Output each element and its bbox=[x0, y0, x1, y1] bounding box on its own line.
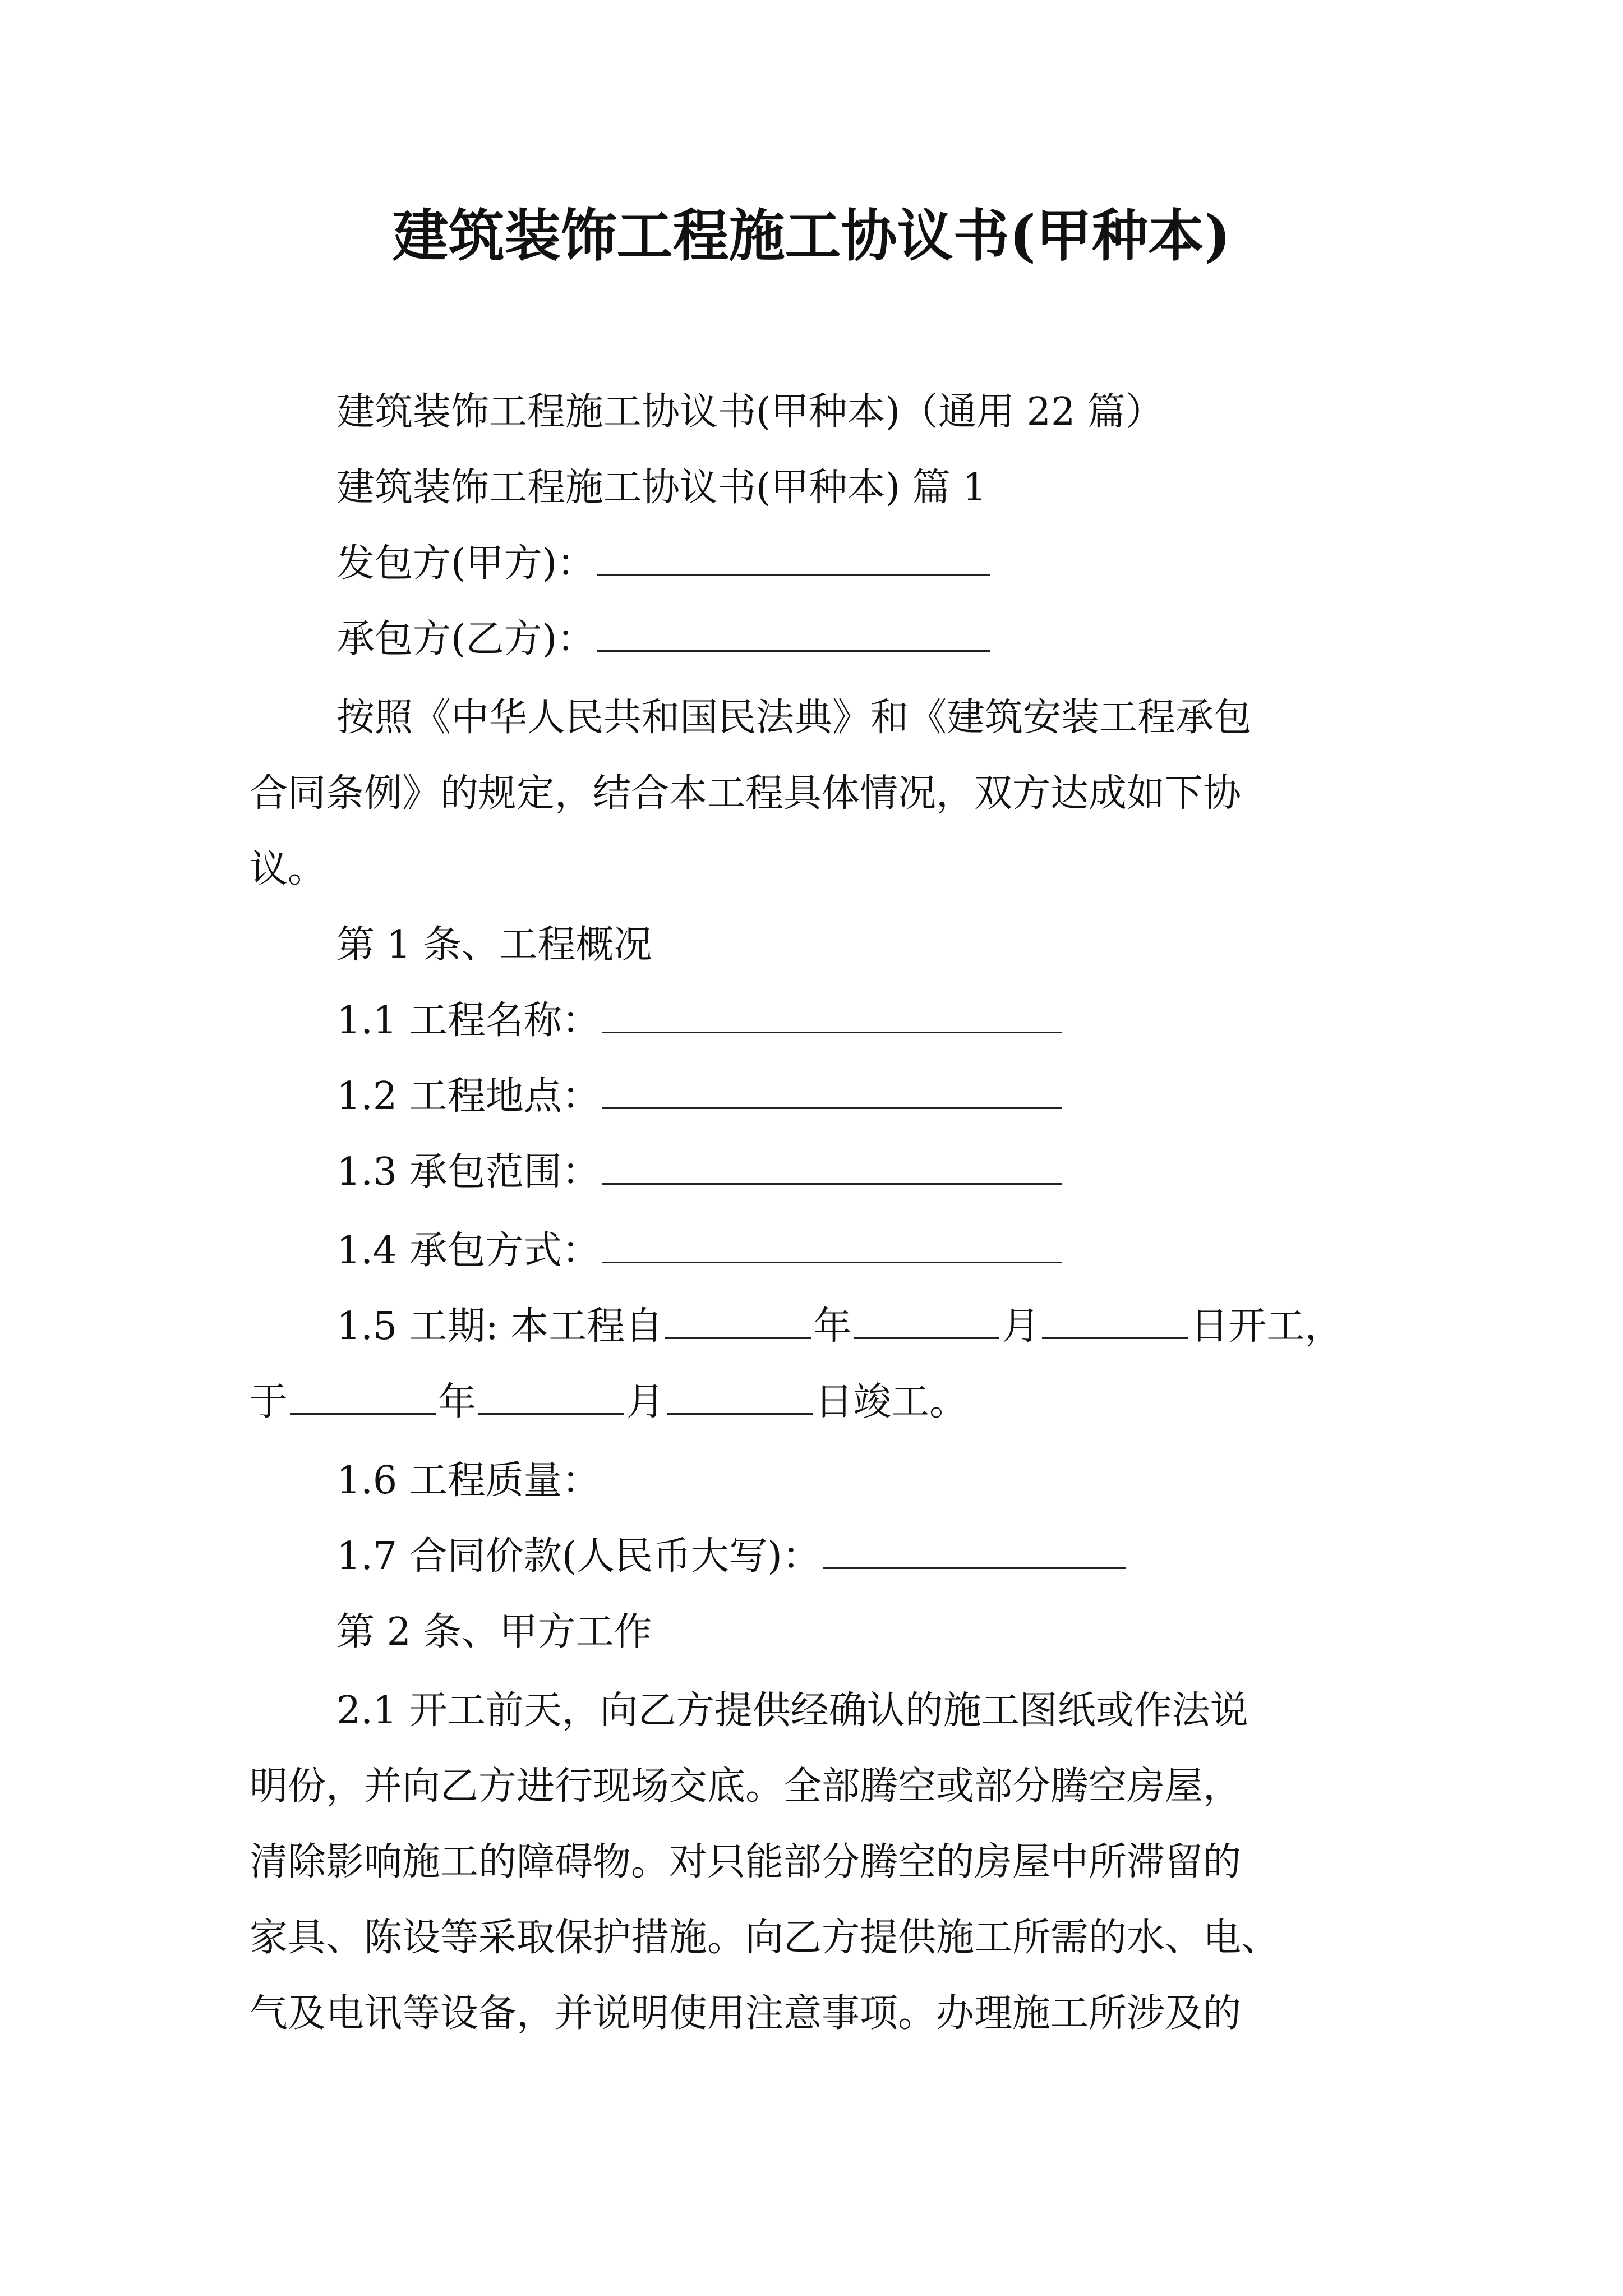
item-1-2-label: 1.2 工程地点： bbox=[336, 1074, 600, 1119]
article-1-heading: 第 1 条、工程概况 bbox=[336, 923, 652, 967]
start-day-blank bbox=[1042, 1303, 1188, 1339]
article-2-heading: 第 2 条、甲方工作 bbox=[336, 1610, 652, 1654]
item-1-7-label: 1.7 合同价款(人民币大写)： bbox=[336, 1534, 820, 1579]
para-2-1-line-3: 清除影响施工的障碍物。对只能部分腾空的房屋中所滞留的 bbox=[250, 1840, 1242, 1884]
para-1-line-1: 按照《中华人民共和国民法典》和《建筑安装工程承包 bbox=[336, 696, 1252, 740]
end-year-blank bbox=[290, 1378, 436, 1415]
item-1-3 bbox=[336, 1147, 1064, 1198]
party-a-blank bbox=[597, 540, 990, 576]
item-1-5 bbox=[336, 1301, 1343, 1352]
para-2-1-line-5: 气及电讯等设备，并说明使用注意事项。办理施工所涉及的 bbox=[250, 1991, 1242, 2036]
end-month-blank bbox=[478, 1378, 624, 1415]
party-b-label: 承包方(乙方)： bbox=[336, 617, 596, 661]
document-title: 建筑装饰工程施工协议书(甲种本) bbox=[392, 203, 1231, 269]
item-1-6: 1.6 工程质量： bbox=[336, 1458, 600, 1503]
item-1-1-blank bbox=[602, 997, 1062, 1033]
item-1-3-blank bbox=[602, 1148, 1062, 1185]
party-a-label: 发包方(甲方)： bbox=[336, 541, 596, 586]
month-label: 月 bbox=[626, 1380, 665, 1424]
para-2-1-line-4: 家具、陈设等采取保护措施。向乙方提供施工所需的水、电、 bbox=[250, 1916, 1280, 1960]
item-1-1-label: 1.1 工程名称： bbox=[336, 999, 600, 1043]
item-1-2 bbox=[336, 1071, 1064, 1122]
item-1-1 bbox=[336, 996, 1064, 1046]
para-2-1-line-1: 2.1 开工前天，向乙方提供经确认的施工图纸或作法说 bbox=[336, 1688, 1248, 1733]
para-1-line-3: 议。 bbox=[250, 847, 326, 891]
completion-label: 日竣工。 bbox=[815, 1380, 968, 1424]
at-label: 于 bbox=[250, 1380, 288, 1424]
end-day-blank bbox=[667, 1378, 813, 1415]
item-1-5-label: 1.5 工期: 本工程自 bbox=[336, 1304, 663, 1349]
intro-line-1: 建筑装饰工程施工协议书(甲种本)（通用 22 篇） bbox=[336, 390, 1164, 434]
item-1-7 bbox=[336, 1531, 1128, 1582]
item-1-5-cont bbox=[250, 1377, 967, 1428]
start-year-blank bbox=[665, 1303, 811, 1339]
intro-line-2: 建筑装饰工程施工协议书(甲种本) 篇 1 bbox=[336, 466, 987, 510]
year-label: 年 bbox=[813, 1304, 852, 1349]
item-1-7-blank bbox=[823, 1533, 1126, 1569]
start-month-blank bbox=[854, 1303, 999, 1339]
start-label: 日开工， bbox=[1190, 1304, 1343, 1349]
year-label: 年 bbox=[438, 1380, 477, 1424]
item-1-4-label: 1.4 承包方式： bbox=[336, 1228, 600, 1273]
month-label: 月 bbox=[1002, 1304, 1040, 1349]
party-b-line bbox=[336, 614, 992, 665]
para-1-line-2: 合同条例》的规定，结合本工程具体情况，双方达成如下协 bbox=[250, 771, 1242, 816]
para-2-1-line-2: 明份，并向乙方进行现场交底。全部腾空或部分腾空房屋， bbox=[250, 1764, 1242, 1809]
item-1-4 bbox=[336, 1226, 1064, 1276]
item-1-2-blank bbox=[602, 1073, 1062, 1109]
item-1-4-blank bbox=[602, 1227, 1062, 1263]
item-1-3-label: 1.3 承包范围： bbox=[336, 1150, 600, 1194]
party-b-blank bbox=[597, 615, 990, 652]
party-a-line bbox=[336, 539, 992, 589]
